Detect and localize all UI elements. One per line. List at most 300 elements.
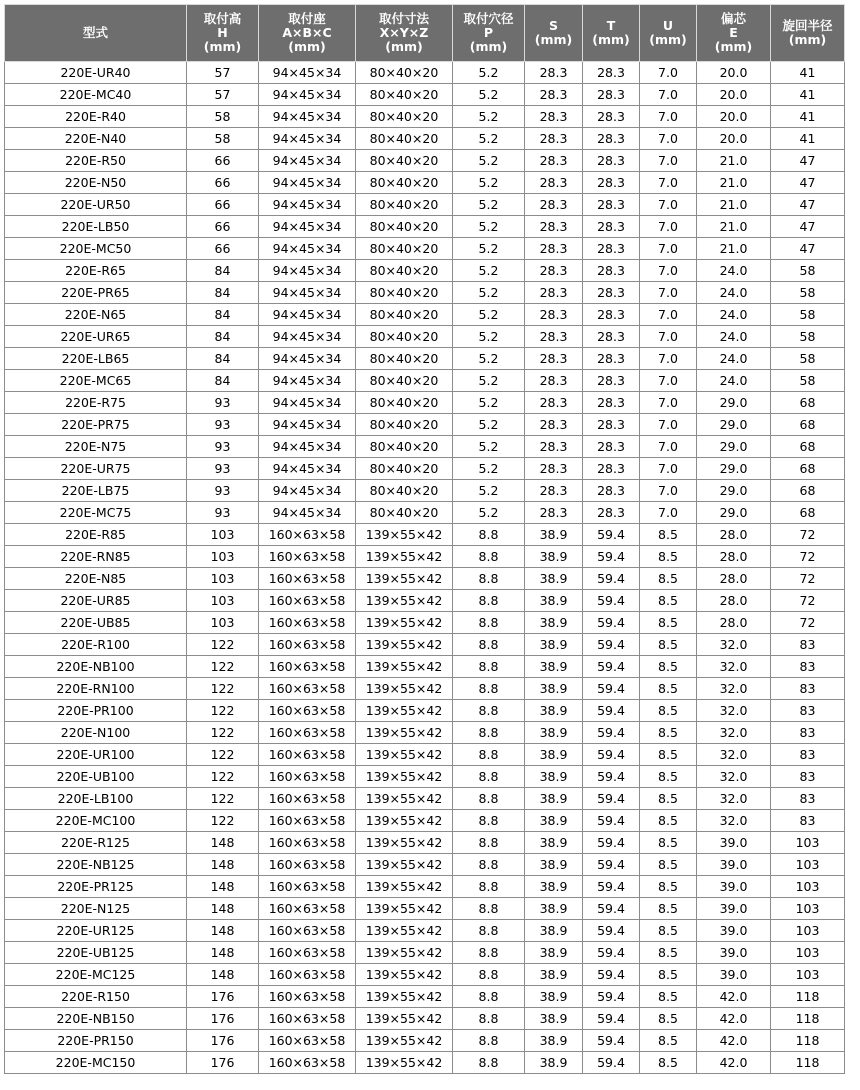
table-cell-offset: 28.0 xyxy=(697,612,771,634)
table-cell-mount-seat: 94×45×34 xyxy=(259,458,356,480)
table-cell-t: 59.4 xyxy=(583,876,640,898)
table-cell-mount-height: 176 xyxy=(187,1030,259,1052)
column-header-line: (mm) xyxy=(788,32,827,47)
table-cell-s: 38.9 xyxy=(525,942,583,964)
table-cell-model: 220E-UR50 xyxy=(5,194,187,216)
table-cell-u: 7.0 xyxy=(640,282,697,304)
table-cell-mount-height: 103 xyxy=(187,612,259,634)
table-cell-model: 220E-MC65 xyxy=(5,370,187,392)
table-cell-mount-hole-dia: 5.2 xyxy=(453,62,525,84)
table-cell-mount-height: 122 xyxy=(187,678,259,700)
column-header-line: (mm) xyxy=(203,39,242,54)
table-cell-mount-hole-dia: 5.2 xyxy=(453,370,525,392)
table-cell-mount-dimensions: 80×40×20 xyxy=(356,458,453,480)
table-cell-t: 28.3 xyxy=(583,326,640,348)
table-cell-mount-dimensions: 80×40×20 xyxy=(356,392,453,414)
table-cell-mount-dimensions: 139×55×42 xyxy=(356,546,453,568)
table-row xyxy=(5,788,845,810)
table-cell-mount-dimensions: 80×40×20 xyxy=(356,414,453,436)
table-body xyxy=(5,62,845,1074)
table-cell-offset: 32.0 xyxy=(697,656,771,678)
table-cell-mount-seat: 160×63×58 xyxy=(259,678,356,700)
table-cell-model: 220E-N75 xyxy=(5,436,187,458)
table-cell-turning-radius: 103 xyxy=(771,854,845,876)
table-cell-mount-dimensions: 80×40×20 xyxy=(356,106,453,128)
table-cell-model: 220E-NB150 xyxy=(5,1008,187,1030)
table-cell-mount-seat: 160×63×58 xyxy=(259,810,356,832)
table-cell-turning-radius: 103 xyxy=(771,876,845,898)
column-header-offset xyxy=(697,5,771,62)
table-cell-u: 8.5 xyxy=(640,832,697,854)
table-cell-model: 220E-PR100 xyxy=(5,700,187,722)
column-header-line: (mm) xyxy=(288,39,326,54)
table-cell-mount-height: 84 xyxy=(187,304,259,326)
table-cell-mount-hole-dia: 5.2 xyxy=(453,260,525,282)
column-header-line: 偏芯 xyxy=(720,11,746,26)
table-cell-s: 28.3 xyxy=(525,304,583,326)
table-cell-t: 59.4 xyxy=(583,832,640,854)
column-header-line: (mm) xyxy=(469,39,508,54)
table-cell-model: 220E-MC50 xyxy=(5,238,187,260)
table-cell-mount-hole-dia: 8.8 xyxy=(453,744,525,766)
table-row xyxy=(5,238,845,260)
table-row xyxy=(5,502,845,524)
table-cell-turning-radius: 47 xyxy=(771,238,845,260)
table-cell-t: 28.3 xyxy=(583,84,640,106)
table-row xyxy=(5,128,845,150)
table-cell-offset: 24.0 xyxy=(697,326,771,348)
table-cell-mount-seat: 160×63×58 xyxy=(259,832,356,854)
table-cell-t: 59.4 xyxy=(583,1030,640,1052)
table-cell-mount-seat: 94×45×34 xyxy=(259,304,356,326)
table-cell-model: 220E-R125 xyxy=(5,832,187,854)
table-cell-u: 8.5 xyxy=(640,898,697,920)
column-header-line: X×Y×Z xyxy=(379,25,429,40)
table-cell-model: 220E-N50 xyxy=(5,172,187,194)
table-cell-mount-seat: 160×63×58 xyxy=(259,568,356,590)
table-cell-t: 28.3 xyxy=(583,172,640,194)
table-row xyxy=(5,282,845,304)
table-cell-turning-radius: 41 xyxy=(771,106,845,128)
table-cell-mount-hole-dia: 5.2 xyxy=(453,502,525,524)
table-cell-mount-dimensions: 139×55×42 xyxy=(356,700,453,722)
table-cell-t: 28.3 xyxy=(583,392,640,414)
table-cell-u: 8.5 xyxy=(640,788,697,810)
table-cell-mount-hole-dia: 8.8 xyxy=(453,964,525,986)
table-cell-mount-seat: 94×45×34 xyxy=(259,370,356,392)
table-cell-mount-height: 66 xyxy=(187,194,259,216)
table-cell-mount-seat: 94×45×34 xyxy=(259,150,356,172)
table-cell-u: 7.0 xyxy=(640,106,697,128)
table-cell-turning-radius: 58 xyxy=(771,260,845,282)
table-cell-t: 28.3 xyxy=(583,436,640,458)
table-cell-mount-seat: 160×63×58 xyxy=(259,1052,356,1074)
column-header-turning-radius xyxy=(771,5,845,62)
table-cell-mount-dimensions: 139×55×42 xyxy=(356,524,453,546)
table-cell-turning-radius: 103 xyxy=(771,898,845,920)
table-cell-model: 220E-RN100 xyxy=(5,678,187,700)
table-cell-t: 28.3 xyxy=(583,238,640,260)
table-cell-u: 7.0 xyxy=(640,128,697,150)
table-cell-t: 59.4 xyxy=(583,656,640,678)
table-cell-model: 220E-R50 xyxy=(5,150,187,172)
table-row xyxy=(5,524,845,546)
table-cell-mount-hole-dia: 5.2 xyxy=(453,172,525,194)
table-cell-model: 220E-UR85 xyxy=(5,590,187,612)
table-cell-mount-seat: 94×45×34 xyxy=(259,348,356,370)
table-cell-mount-seat: 160×63×58 xyxy=(259,612,356,634)
table-cell-mount-dimensions: 80×40×20 xyxy=(356,84,453,106)
table-cell-mount-hole-dia: 5.2 xyxy=(453,326,525,348)
table-cell-t: 59.4 xyxy=(583,986,640,1008)
table-cell-s: 38.9 xyxy=(525,1030,583,1052)
table-cell-mount-dimensions: 80×40×20 xyxy=(356,62,453,84)
table-cell-mount-height: 148 xyxy=(187,964,259,986)
column-header-mount-seat xyxy=(259,5,356,62)
table-cell-s: 28.3 xyxy=(525,128,583,150)
table-cell-u: 7.0 xyxy=(640,304,697,326)
table-cell-mount-seat: 160×63×58 xyxy=(259,722,356,744)
table-cell-mount-dimensions: 80×40×20 xyxy=(356,480,453,502)
table-cell-turning-radius: 83 xyxy=(771,788,845,810)
table-cell-t: 59.4 xyxy=(583,612,640,634)
table-cell-u: 8.5 xyxy=(640,678,697,700)
table-cell-model: 220E-NB100 xyxy=(5,656,187,678)
table-cell-mount-seat: 94×45×34 xyxy=(259,260,356,282)
table-cell-t: 28.3 xyxy=(583,282,640,304)
table-cell-mount-hole-dia: 5.2 xyxy=(453,84,525,106)
table-cell-mount-seat: 94×45×34 xyxy=(259,172,356,194)
table-cell-u: 7.0 xyxy=(640,238,697,260)
table-cell-mount-hole-dia: 8.8 xyxy=(453,810,525,832)
table-cell-t: 28.3 xyxy=(583,414,640,436)
table-cell-s: 28.3 xyxy=(525,106,583,128)
table-cell-mount-height: 66 xyxy=(187,172,259,194)
table-cell-turning-radius: 83 xyxy=(771,810,845,832)
table-cell-turning-radius: 72 xyxy=(771,546,845,568)
table-cell-turning-radius: 103 xyxy=(771,964,845,986)
table-cell-turning-radius: 68 xyxy=(771,436,845,458)
table-row xyxy=(5,1008,845,1030)
table-cell-mount-seat: 160×63×58 xyxy=(259,898,356,920)
table-cell-offset: 32.0 xyxy=(697,722,771,744)
table-cell-u: 8.5 xyxy=(640,744,697,766)
table-cell-mount-height: 103 xyxy=(187,546,259,568)
column-header-line: 取付高 xyxy=(203,11,242,26)
table-cell-u: 7.0 xyxy=(640,172,697,194)
table-cell-mount-height: 176 xyxy=(187,1008,259,1030)
table-cell-mount-seat: 94×45×34 xyxy=(259,502,356,524)
table-cell-mount-hole-dia: 8.8 xyxy=(453,568,525,590)
table-cell-s: 28.3 xyxy=(525,502,583,524)
table-cell-turning-radius: 72 xyxy=(771,612,845,634)
table-cell-mount-hole-dia: 8.8 xyxy=(453,920,525,942)
table-cell-t: 28.3 xyxy=(583,260,640,282)
table-cell-mount-hole-dia: 8.8 xyxy=(453,700,525,722)
table-cell-mount-height: 93 xyxy=(187,458,259,480)
table-cell-model: 220E-PR75 xyxy=(5,414,187,436)
table-cell-mount-seat: 94×45×34 xyxy=(259,392,356,414)
table-cell-u: 7.0 xyxy=(640,458,697,480)
table-cell-offset: 20.0 xyxy=(697,84,771,106)
table-cell-s: 28.3 xyxy=(525,216,583,238)
table-cell-t: 59.4 xyxy=(583,942,640,964)
table-cell-offset: 39.0 xyxy=(697,876,771,898)
table-cell-s: 38.9 xyxy=(525,788,583,810)
table-cell-u: 8.5 xyxy=(640,920,697,942)
table-cell-t: 59.4 xyxy=(583,766,640,788)
table-cell-u: 8.5 xyxy=(640,524,697,546)
table-cell-mount-seat: 160×63×58 xyxy=(259,524,356,546)
table-cell-mount-dimensions: 139×55×42 xyxy=(356,854,453,876)
table-row xyxy=(5,942,845,964)
table-cell-turning-radius: 83 xyxy=(771,722,845,744)
column-header-line: (mm) xyxy=(649,32,687,47)
table-cell-turning-radius: 118 xyxy=(771,1052,845,1074)
table-cell-s: 38.9 xyxy=(525,898,583,920)
table-cell-mount-hole-dia: 8.8 xyxy=(453,942,525,964)
table-cell-mount-dimensions: 80×40×20 xyxy=(356,194,453,216)
table-cell-mount-hole-dia: 8.8 xyxy=(453,634,525,656)
table-row xyxy=(5,876,845,898)
table-cell-mount-height: 148 xyxy=(187,832,259,854)
table-cell-t: 59.4 xyxy=(583,722,640,744)
table-cell-turning-radius: 68 xyxy=(771,502,845,524)
table-cell-mount-height: 103 xyxy=(187,524,259,546)
table-cell-u: 7.0 xyxy=(640,370,697,392)
table-cell-u: 7.0 xyxy=(640,194,697,216)
table-cell-turning-radius: 68 xyxy=(771,414,845,436)
table-cell-mount-dimensions: 139×55×42 xyxy=(356,964,453,986)
table-cell-u: 7.0 xyxy=(640,502,697,524)
table-cell-mount-hole-dia: 5.2 xyxy=(453,282,525,304)
column-header-line: E xyxy=(729,25,738,40)
table-row xyxy=(5,326,845,348)
table-cell-s: 38.9 xyxy=(525,986,583,1008)
table-cell-mount-seat: 160×63×58 xyxy=(259,590,356,612)
table-cell-mount-seat: 94×45×34 xyxy=(259,436,356,458)
column-header-u xyxy=(640,5,697,62)
table-cell-mount-hole-dia: 5.2 xyxy=(453,414,525,436)
column-header-line: (mm) xyxy=(534,32,573,47)
table-cell-t: 28.3 xyxy=(583,194,640,216)
table-cell-model: 220E-R150 xyxy=(5,986,187,1008)
table-cell-model: 220E-MC100 xyxy=(5,810,187,832)
column-header-model xyxy=(5,5,187,62)
table-cell-turning-radius: 41 xyxy=(771,84,845,106)
column-header-line: (mm) xyxy=(592,32,630,47)
table-cell-u: 7.0 xyxy=(640,150,697,172)
table-cell-mount-dimensions: 139×55×42 xyxy=(356,678,453,700)
table-cell-mount-hole-dia: 8.8 xyxy=(453,546,525,568)
table-cell-mount-hole-dia: 8.8 xyxy=(453,788,525,810)
table-cell-turning-radius: 118 xyxy=(771,1030,845,1052)
table-cell-mount-dimensions: 80×40×20 xyxy=(356,150,453,172)
table-cell-u: 7.0 xyxy=(640,326,697,348)
table-cell-s: 28.3 xyxy=(525,392,583,414)
table-cell-t: 59.4 xyxy=(583,964,640,986)
table-cell-s: 38.9 xyxy=(525,854,583,876)
table-cell-mount-height: 84 xyxy=(187,282,259,304)
table-cell-mount-seat: 160×63×58 xyxy=(259,788,356,810)
table-cell-t: 59.4 xyxy=(583,634,640,656)
table-cell-u: 7.0 xyxy=(640,414,697,436)
table-cell-mount-seat: 160×63×58 xyxy=(259,546,356,568)
table-cell-turning-radius: 83 xyxy=(771,744,845,766)
table-cell-turning-radius: 72 xyxy=(771,590,845,612)
table-cell-mount-height: 84 xyxy=(187,326,259,348)
table-cell-u: 8.5 xyxy=(640,810,697,832)
table-cell-mount-seat: 160×63×58 xyxy=(259,854,356,876)
table-cell-t: 59.4 xyxy=(583,568,640,590)
table-cell-u: 8.5 xyxy=(640,854,697,876)
table-cell-turning-radius: 58 xyxy=(771,326,845,348)
table-cell-s: 38.9 xyxy=(525,568,583,590)
table-cell-s: 28.3 xyxy=(525,84,583,106)
table-cell-mount-seat: 160×63×58 xyxy=(259,942,356,964)
table-cell-mount-height: 122 xyxy=(187,700,259,722)
table-cell-model: 220E-R75 xyxy=(5,392,187,414)
table-cell-mount-hole-dia: 5.2 xyxy=(453,128,525,150)
table-cell-model: 220E-N85 xyxy=(5,568,187,590)
table-cell-u: 8.5 xyxy=(640,766,697,788)
table-cell-mount-hole-dia: 8.8 xyxy=(453,656,525,678)
table-cell-mount-seat: 94×45×34 xyxy=(259,238,356,260)
table-cell-t: 59.4 xyxy=(583,590,640,612)
table-cell-model: 220E-UR125 xyxy=(5,920,187,942)
table-cell-t: 59.4 xyxy=(583,854,640,876)
table-cell-model: 220E-LB75 xyxy=(5,480,187,502)
table-cell-u: 8.5 xyxy=(640,722,697,744)
table-cell-offset: 20.0 xyxy=(697,62,771,84)
table-cell-s: 38.9 xyxy=(525,964,583,986)
table-cell-model: 220E-MC150 xyxy=(5,1052,187,1074)
table-cell-offset: 20.0 xyxy=(697,106,771,128)
table-cell-s: 38.9 xyxy=(525,920,583,942)
table-row xyxy=(5,546,845,568)
table-cell-model: 220E-RN85 xyxy=(5,546,187,568)
table-cell-model: 220E-UR65 xyxy=(5,326,187,348)
table-cell-s: 28.3 xyxy=(525,172,583,194)
table-cell-t: 59.4 xyxy=(583,920,640,942)
table-cell-u: 8.5 xyxy=(640,986,697,1008)
table-row xyxy=(5,986,845,1008)
table-cell-mount-dimensions: 139×55×42 xyxy=(356,612,453,634)
table-cell-offset: 42.0 xyxy=(697,986,771,1008)
table-cell-t: 28.3 xyxy=(583,62,640,84)
table-cell-offset: 24.0 xyxy=(697,370,771,392)
table-cell-mount-hole-dia: 5.2 xyxy=(453,480,525,502)
table-cell-mount-height: 93 xyxy=(187,414,259,436)
table-cell-offset: 28.0 xyxy=(697,590,771,612)
table-row xyxy=(5,700,845,722)
table-cell-s: 38.9 xyxy=(525,1008,583,1030)
table-cell-turning-radius: 47 xyxy=(771,216,845,238)
column-header-mount-height xyxy=(187,5,259,62)
spec-table xyxy=(4,4,845,1074)
column-header-mount-hole-dia xyxy=(453,5,525,62)
table-cell-mount-height: 58 xyxy=(187,106,259,128)
table-cell-model: 220E-UR100 xyxy=(5,744,187,766)
column-header-t xyxy=(583,5,640,62)
table-cell-mount-hole-dia: 5.2 xyxy=(453,106,525,128)
table-cell-mount-height: 122 xyxy=(187,766,259,788)
table-cell-mount-seat: 160×63×58 xyxy=(259,986,356,1008)
table-cell-offset: 32.0 xyxy=(697,788,771,810)
table-cell-mount-dimensions: 80×40×20 xyxy=(356,304,453,326)
table-cell-t: 28.3 xyxy=(583,370,640,392)
table-row xyxy=(5,436,845,458)
table-cell-mount-dimensions: 139×55×42 xyxy=(356,1030,453,1052)
table-cell-offset: 24.0 xyxy=(697,348,771,370)
table-cell-turning-radius: 47 xyxy=(771,194,845,216)
table-cell-s: 38.9 xyxy=(525,744,583,766)
table-cell-mount-dimensions: 139×55×42 xyxy=(356,942,453,964)
table-row xyxy=(5,590,845,612)
table-cell-mount-height: 148 xyxy=(187,942,259,964)
table-cell-mount-seat: 94×45×34 xyxy=(259,480,356,502)
table-cell-u: 7.0 xyxy=(640,216,697,238)
table-cell-mount-height: 66 xyxy=(187,216,259,238)
table-cell-model: 220E-PR125 xyxy=(5,876,187,898)
column-header-line: U xyxy=(662,18,674,33)
table-cell-mount-dimensions: 139×55×42 xyxy=(356,722,453,744)
table-row xyxy=(5,194,845,216)
table-cell-model: 220E-NB125 xyxy=(5,854,187,876)
table-row xyxy=(5,106,845,128)
table-cell-turning-radius: 103 xyxy=(771,920,845,942)
table-cell-s: 28.3 xyxy=(525,282,583,304)
table-cell-mount-height: 122 xyxy=(187,634,259,656)
table-cell-mount-hole-dia: 8.8 xyxy=(453,1008,525,1030)
table-cell-mount-dimensions: 139×55×42 xyxy=(356,568,453,590)
table-cell-offset: 21.0 xyxy=(697,216,771,238)
table-cell-mount-hole-dia: 5.2 xyxy=(453,194,525,216)
table-row xyxy=(5,84,845,106)
table-cell-mount-height: 84 xyxy=(187,348,259,370)
table-cell-offset: 32.0 xyxy=(697,810,771,832)
table-cell-mount-dimensions: 139×55×42 xyxy=(356,898,453,920)
spec-table-container xyxy=(4,4,845,1074)
table-row xyxy=(5,656,845,678)
table-cell-u: 8.5 xyxy=(640,1008,697,1030)
table-cell-mount-dimensions: 139×55×42 xyxy=(356,832,453,854)
table-cell-mount-hole-dia: 8.8 xyxy=(453,524,525,546)
table-cell-offset: 20.0 xyxy=(697,128,771,150)
table-cell-model: 220E-UB100 xyxy=(5,766,187,788)
table-cell-offset: 39.0 xyxy=(697,854,771,876)
table-cell-offset: 29.0 xyxy=(697,458,771,480)
column-header-mount-dimensions xyxy=(356,5,453,62)
table-cell-mount-dimensions: 139×55×42 xyxy=(356,810,453,832)
column-header-line: P xyxy=(483,25,494,40)
table-cell-turning-radius: 58 xyxy=(771,370,845,392)
table-cell-u: 8.5 xyxy=(640,634,697,656)
table-cell-mount-height: 122 xyxy=(187,810,259,832)
table-cell-turning-radius: 58 xyxy=(771,304,845,326)
table-cell-offset: 21.0 xyxy=(697,194,771,216)
table-cell-s: 28.3 xyxy=(525,150,583,172)
table-cell-u: 7.0 xyxy=(640,62,697,84)
table-cell-turning-radius: 41 xyxy=(771,128,845,150)
table-cell-u: 8.5 xyxy=(640,546,697,568)
table-cell-offset: 29.0 xyxy=(697,436,771,458)
table-cell-model: 220E-UR75 xyxy=(5,458,187,480)
table-cell-turning-radius: 83 xyxy=(771,656,845,678)
table-cell-offset: 32.0 xyxy=(697,766,771,788)
table-row xyxy=(5,854,845,876)
table-cell-model: 220E-N65 xyxy=(5,304,187,326)
